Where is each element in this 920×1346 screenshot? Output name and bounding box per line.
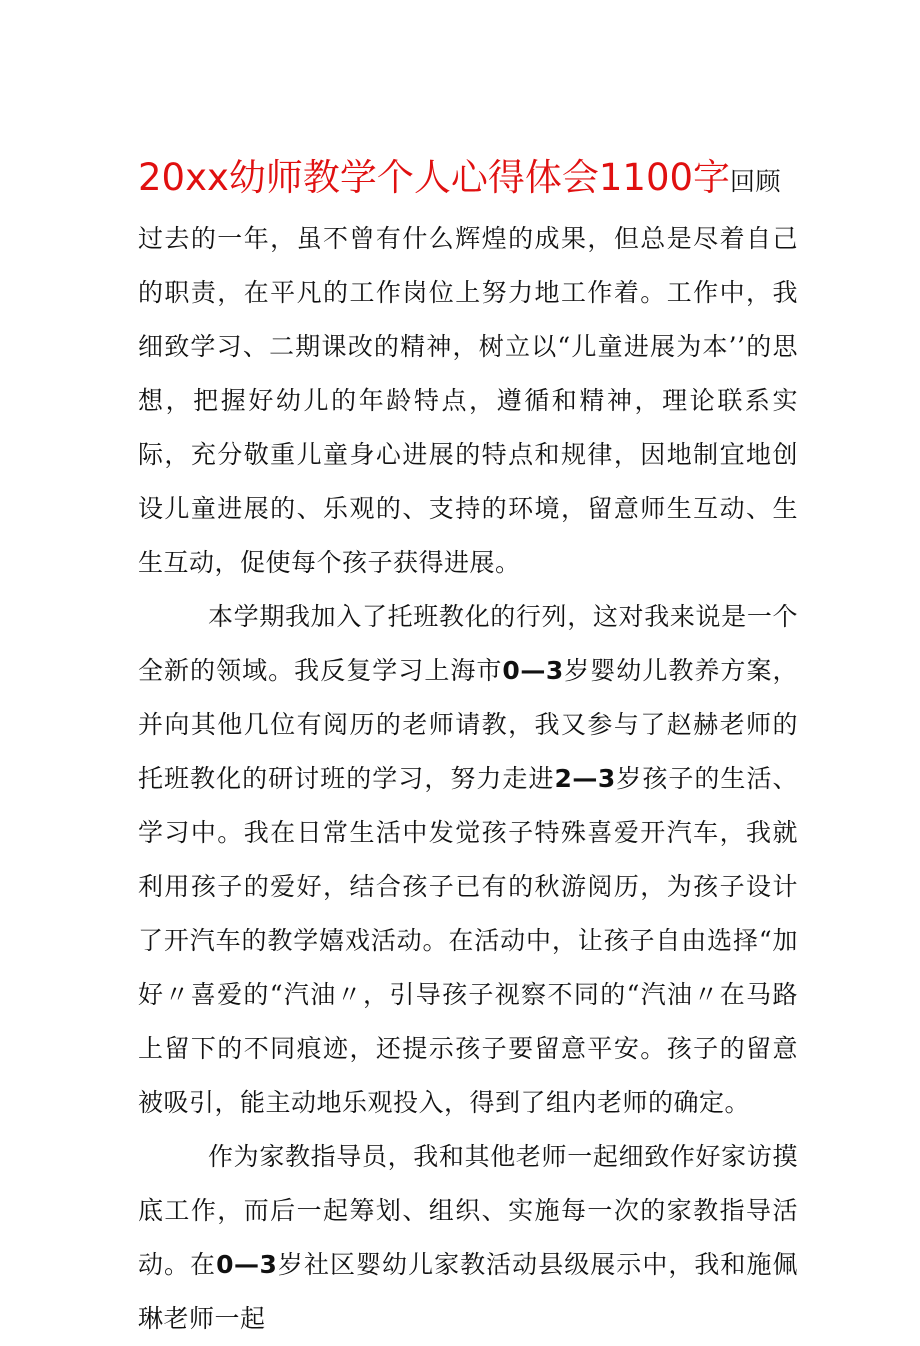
paragraph-1: 过去的一年，虽不曾有什么辉煌的成果，但总是尽着自己的职责，在平凡的工作岗位上努力地工作着。工作中，我细致学习、二期课改的精神，树立以“儿童进展为本’’的思想，把握好幼儿的年龄特点，遵循和精神，理论联系实际，充分敬重儿童身心进展的特点和规律，因地制宜地创设儿童进展的、乐观的、支持的环境，留意师生互动、生生互动，促使每个孩子获得进展。: [138, 224, 798, 577]
age-range-number: 0—3: [216, 1250, 278, 1279]
paragraph-2-text-2: 岁婴幼儿教养方案，并向其他几位有阅历的老师请教，我又参与了赵赫老师的托班教化的研讨班的学习，努力走进: [138, 656, 798, 793]
paragraph-3-text-2: 岁社区婴幼儿家教活动县级展示中，我和施佩琳老师一起: [138, 1250, 798, 1333]
paragraph-2-text-1: 本学期我加入了托班教化的行列，这对我来说是一个全新的领域。我反复学习上海市: [138, 602, 798, 685]
age-range-number: 2—3: [554, 764, 616, 793]
paragraph-2: [138, 590, 798, 1130]
document-title: 20xx幼师教学个人心得体会1100字: [138, 156, 731, 199]
document-body: [138, 148, 798, 1346]
title-tail-text: 回顾: [730, 167, 782, 196]
paragraph-2-text-3: 岁孩子的生活、学习中。我在日常生活中发觉孩子特殊喜爱开汽车，我就利用孩子的爱好，结合孩子已有的秋游阅历，为孩子设计了开汽车的教学嬉戏活动。在活动中，让孩子自由选择“加好〃喜爱的“汽油〃，引导孩子视察不同的“汽油〃在马路上留下的不同痕迹，还提示孩子要留意平安。孩子的留意被吸引，能主动地乐观投入，得到了组内老师的确定。: [138, 764, 798, 1117]
paragraph-3-text-1: 作为家教指导员，我和其他老师一起细致作好家访摸底工作，而后一起筹划、组织、实施每一次的家教指导活动。在: [138, 1142, 798, 1279]
title-line: [138, 148, 798, 212]
paragraph-3: [138, 1130, 798, 1346]
age-range-number: 0—3: [502, 656, 564, 685]
